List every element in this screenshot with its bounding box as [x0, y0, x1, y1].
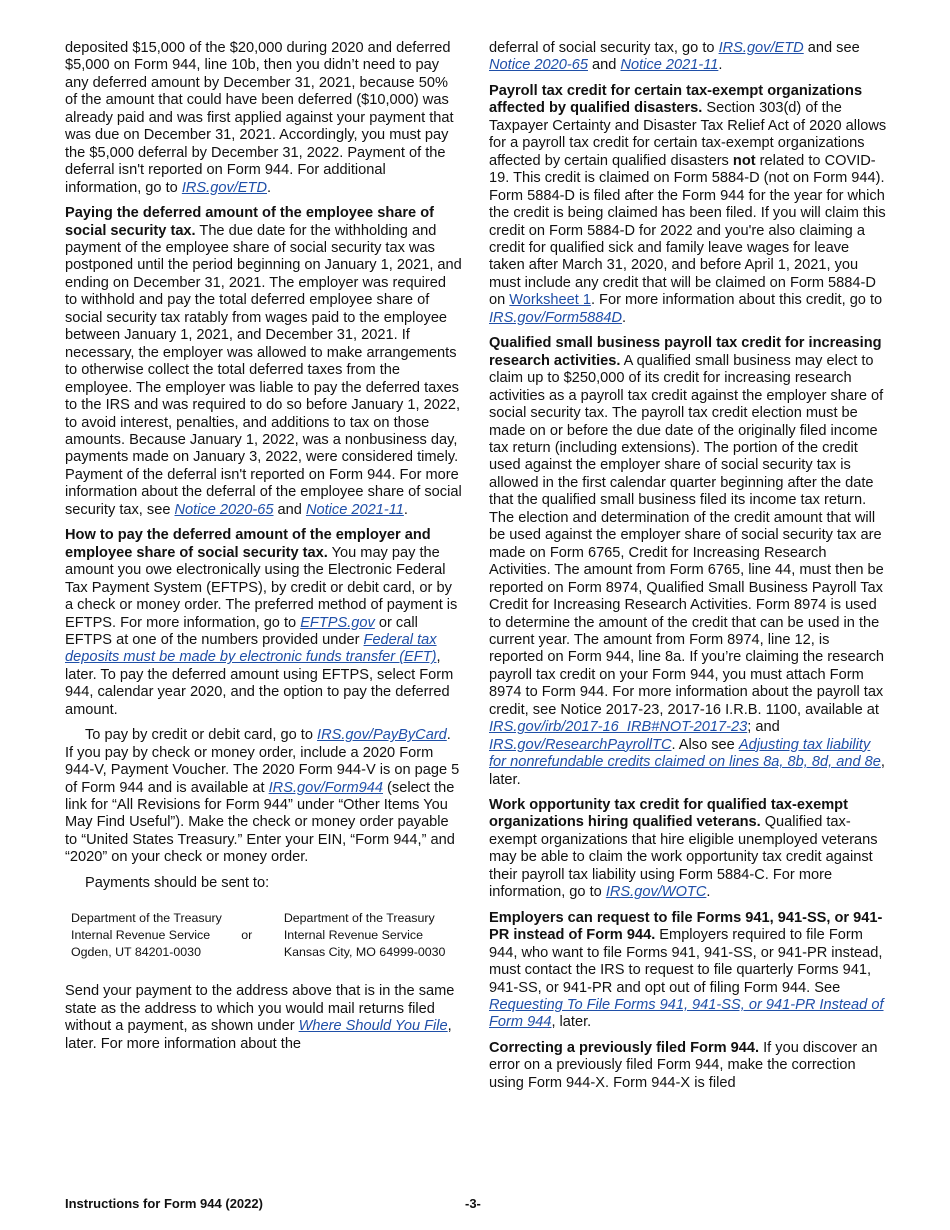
irb-2017-16-link[interactable]: IRS.gov/irb/2017-16_IRB#NOT-2017-23: [489, 719, 748, 736]
irs-etd-link[interactable]: IRS.gov/ETD: [181, 179, 267, 196]
form5884d-link[interactable]: IRS.gov/Form5884D: [489, 309, 623, 326]
eft-deposits-link[interactable]: Federal tax deposits must be made by electronic funds transfer (EFT): [65, 631, 437, 666]
address-line: Internal Revenue Service: [283, 928, 423, 943]
section-heading: Qualified small business payroll tax credit for increasing research activities.: [489, 335, 882, 369]
irs-etd-link[interactable]: IRS.gov/ETD: [718, 40, 804, 56]
paragraph-employee-share: Paying the deferred amount of the employee share of social security tax. The due date for the withholding and payment of the employee share of social security tax was postponed until the period beginning on January 1, 2021, and ending on December 31, 2021. The employer was required to withhold and pay the total deferred employee share of social security tax ratably from wages paid to the employee between January 1, 2021, and December 31, 2021. If necessary, the employer was allowed to make arrangements to otherwise collect the total deferred taxes from the employee. The employer was liable to pay the deferred taxes to the IRS and was required to do so before January 1, 2022, to avoid interest, penalties, and additions to tax on those amounts. Because January 1, 2022, was a nonbusiness day, payments made on January 3, 2022, were considered timely. Payment of the deferral isn't reported on Form 944. For more information about the deferral of the employee share of social security tax, see Notice 2020-65 and Notice 2021-11.: [65, 205, 462, 518]
paragraph-credit-card: To pay by credit or debit card, go to IRS.gov/PayByCard. If you pay by check or money order, include a 2020 Form 944-V, Payment Voucher. The 2020 Form 944-V is on page 5 of Form 944 and is available at IRS.gov/Form944 (select the link for “All Revisions for Form 944” under “Other Items You May Find Useful”). Make the check or money order payable to “United States Treasury.” Enter your EIN, “Form 944,” and “2020” on your check or money order.: [65, 727, 460, 866]
address-ogden: [71, 910, 241, 961]
notice-2020-65-link[interactable]: Notice 2020-65: [489, 57, 588, 74]
right-column: [489, 40, 887, 1100]
left-column: [65, 40, 462, 1061]
paybycard-link[interactable]: IRS.gov/PayByCard: [317, 727, 447, 744]
paragraph-research-credit: Qualified small business payroll tax credit for increasing research activities. A qualified small business may elect to claim up to $250,000 of its credit for increasing research activities as a payroll tax credit against the employer share of social security tax. The payroll tax credit election must be made on or before the due date of the originally filed income tax return (including extensions). The portion of the credit used against the employer share of social security tax is allowed in the first calendar quarter beginning after the date that the qualified small business filed its income tax return. The election and determination of the credit amount that will be used against the employer share of social security tax are made on Form 6765, Credit for Increasing Research Activities. The amount from Form 6765, line 44, must then be reported on Form 8974, Qualified Small Business Payroll Tax Credit for Increasing Research Activities. Form 8974 is used to determine the amount of the credit that can be used in the current year. The amount from Form 8974, line 12, is reported on Form 944, line 8a. If you’re claiming the research payroll tax credit on your Form 944, you must attach Form 8974 to Form 944. For more information about the payroll tax credit, see Notice 2017-23, 2017-16 I.R.B. 1100, available at IRS.gov/irb/2017-16_IRB#NOT-2017-23; and IRS.gov/ResearchPayrollTC. Also see Adjusting tax liability for nonrefundable credits claimed on lines 8a, 8b, 8d, and 8e, later.: [489, 335, 885, 788]
section-heading: Work opportunity tax credit for qualified tax-exempt organizations hiring qualified veterans.: [489, 797, 848, 831]
section-heading: Employers can request to file Forms 941, 941-SS, or 941-PR instead of Form 944.: [489, 909, 883, 944]
paragraph-deferral-links: deferral of social security tax, go to IRS.gov/ETD and see Notice 2020-65 and Notice 2021-11.: [489, 40, 860, 74]
address-line: Department of the Treasury: [283, 911, 435, 926]
paragraph-payments-sent: Payments should be sent to:: [85, 874, 270, 891]
paragraph-deferral-example: deposited $15,000 of the $20,000 during 2020 and deferred $5,000 on Form 944, line 10b, then you didn’t need to pay any deferred amount by December 31, 2021, because 50% of the amount that could have been deferred ($10,000) was already paid and was first applied against your payment that was due on December 31, 2021. Accordingly, you must pay the $5,000 deferral by December 31, 2022. Payment of the deferral isn't reported on Form 944. For additional information, go to IRS.gov/ETD.: [65, 40, 454, 196]
notice-2020-65-link[interactable]: Notice 2020-65: [174, 501, 274, 518]
page-number: -3-: [465, 1196, 481, 1211]
wotc-link[interactable]: IRS.gov/WOTC: [605, 884, 707, 901]
paragraph-request-941: Employers can request to file Forms 941, 941-SS, or 941-PR instead of Form 944. Employers required to file Form 944, who want to file Forms 941, 941-SS, or 941-PR instead, must contact the IRS to request to file quarterly Forms 941, 941-SS, or 941-PR and opt out of filing Form 944. See Requesting To File Forms 941, 941-SS, or 941-PR Instead of Form 944, later.: [489, 909, 884, 1031]
mailing-addresses: [71, 910, 462, 961]
section-heading: Payroll tax credit for certain tax-exempt organizations affected by qualified disasters.: [489, 82, 863, 117]
worksheet-1-link[interactable]: Worksheet 1: [509, 292, 591, 309]
form944-link[interactable]: IRS.gov/Form944: [268, 779, 383, 796]
page-footer: [65, 1196, 887, 1216]
address-or: or: [241, 928, 253, 943]
address-line: Internal Revenue Service: [71, 928, 211, 943]
paragraph-wotc: Work opportunity tax credit for qualified tax-exempt organizations hiring qualified veterans. Qualified tax-exempt organizations that hire eligible unemployed veterans may be able to claim the work opportunity tax credit against their payroll tax liability using Form 5884-C. For more information, go to IRS.gov/WOTC.: [489, 797, 878, 901]
address-line: Ogden, UT 84201-0030: [71, 945, 201, 960]
section-heading: Correcting a previously filed Form 944.: [489, 1039, 760, 1056]
section-heading: How to pay the deferred amount of the employer and employee share of social security tax.: [65, 527, 431, 561]
research-payroll-tc-link[interactable]: IRS.gov/ResearchPayrollTC: [489, 736, 672, 753]
paragraph-correcting: Correcting a previously filed Form 944. If you discover an error on a previously filed Form 944, make the correction using Form 944-X. Form 944-X is filed: [489, 1039, 878, 1091]
notice-2021-11-link[interactable]: Notice 2021-11: [620, 57, 719, 74]
paragraph-disaster-credit: Payroll tax credit for certain tax-exempt organizations affected by qualified disasters. Section 303(d) of the Taxpayer Certainty and Disaster Tax Relief Act of 2020 allows for a payroll tax credit for certain tax-exempt organizations affected by certain qualified disasters not related to COVID-19. This credit is claimed on Form 5884-D (not on Form 944). Form 5884-D is filed after the Form 944 for the year for which the credit is being claimed has been filed. If you will claim this credit on Form 5884-D for 2022 and you're also claiming a credit for qualified sick and family leave wages for leave taken after March 31, 2020, and before April 1, 2021, you must include any credit that will be claimed on Form 5884-D on Worksheet 1. For more information about this credit, go to IRS.gov/Form5884D.: [489, 82, 887, 326]
address-line: Kansas City, MO 64999-0030: [283, 945, 446, 960]
eftps-link[interactable]: EFTPS.gov: [300, 614, 375, 631]
section-heading: Paying the deferred amount of the employee share of social security tax.: [65, 205, 434, 239]
address-line: Department of the Treasury: [71, 911, 222, 926]
emphasis-not: not: [732, 152, 756, 169]
requesting-941-link[interactable]: Requesting To File Forms 941, 941-SS, or 941-PR Instead of Form 944: [489, 997, 884, 1031]
paragraph-how-to-pay: How to pay the deferred amount of the employer and employee share of social security tax. You may pay the amount you owe electronically using the Electronic Federal Tax Payment System (EFTPS), by credit or debit card, or by a check or money order. The preferred method of payment is EFTPS. For more information, go to EFTPS.gov or call EFTPS at one of the numbers provided under Federal tax deposits must be made by electronic funds transfer (EFT), later. To pay the deferred amount using EFTPS, select Form 944, calendar year 2020, and the option to pay the deferred amount.: [65, 527, 458, 718]
paragraph-send-payment: Send your payment to the address above that is in the same state as the address to which you would mail returns filed without a payment, as shown under Where Should You File, later. For more information about the: [65, 983, 455, 1052]
address-kansas-city: [284, 910, 462, 961]
footer-form-title: Instructions for Form 944 (2022): [65, 1196, 263, 1211]
notice-2021-11-link[interactable]: Notice 2021-11: [305, 501, 404, 518]
adjusting-tax-liability-link[interactable]: Adjusting tax liability for nonrefundable credits claimed on lines 8a, 8b, 8d, and 8e: [489, 736, 881, 771]
where-should-you-file-link[interactable]: Where Should You File: [298, 1018, 448, 1035]
